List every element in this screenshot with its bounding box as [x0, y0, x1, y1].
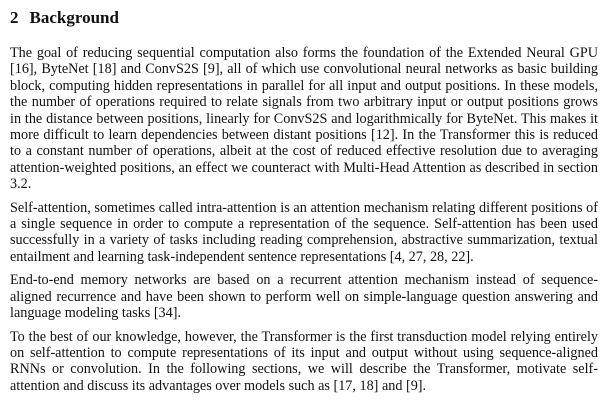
section-heading: [10, 8, 598, 28]
section-number: 2: [10, 8, 19, 27]
paragraph-memory-networks: End-to-end memory networks are based on a recurrent attention mechanism instead of sequence-aligned recurrence and have been shown to perform well on simple-language question answering and language modeling tasks [34].: [10, 272, 598, 322]
paragraph-self-attention: Self-attention, sometimes called intra-attention is an attention mechanism relating different positions of a single sequence in order to compute a representation of the sequence. Self-attention has been used successfully in a variety of tasks including reading comprehension, abstractive summarization, textual entailment and learning task-independent sentence representations [4, 27, 28, 22].: [10, 199, 598, 265]
paragraph-transformer: To the best of our knowledge, however, the Transformer is the first transduction model relying entirely on self-attention to compute representations of its input and output without using sequence-aligned RNNs or convolution. In the following sections, we will describe the Transformer, motivate self-attention and discuss its advantages over models such as [17, 18] and [9].: [10, 328, 598, 394]
paragraph-sequential-computation: The goal of reducing sequential computation also forms the foundation of the Extended Neural GPU [16], ByteNet [18] and ConvS2S [9], all of which use convolutional neural networks as basic building block, computing hidden representations in parallel for all input and output positions. In these models, the number of operations required to relate signals from two arbitrary input or output positions grows in the distance between positions, linearly for ConvS2S and logarithmically for ByteNet. This makes it more difficult to learn dependencies between distant positions [12]. In the Transformer this is reduced to a constant number of operations, albeit at the cost of reduced effective resolution due to averaging attention-weighted positions, an effect we counteract with Multi-Head Attention as described in section 3.2.: [10, 45, 598, 193]
section-title: Background: [29, 8, 119, 27]
